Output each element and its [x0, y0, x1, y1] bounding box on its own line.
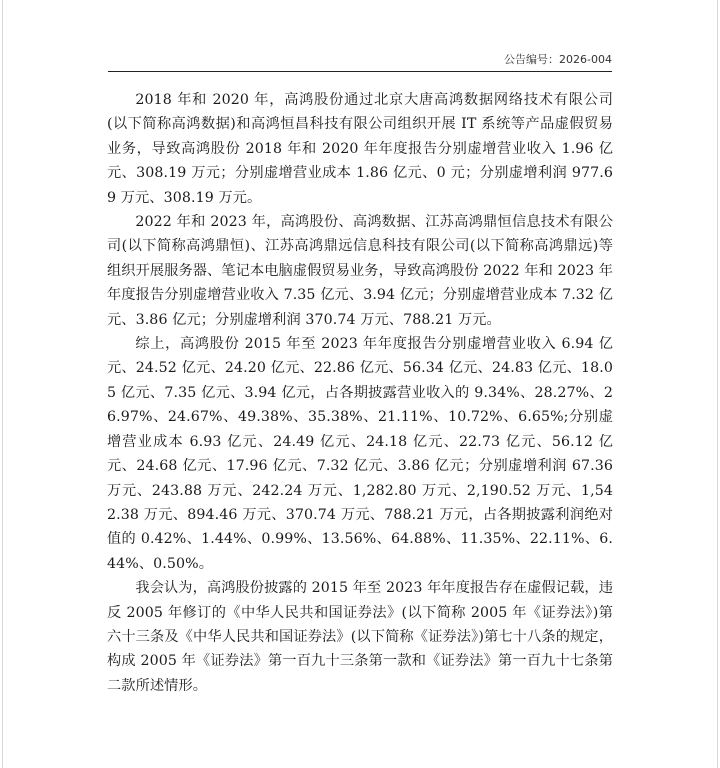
paragraph-summary: 综上，高鸿股份 2015 年至 2023 年年度报告分别虚增营业收入 6.94 亿元、24.52 亿元、24.20 亿元、22.86 亿元、56.34 亿元、24.83 亿元、18.05 亿元、7.35 亿元、3.94 亿元，占各期披露营业收入的 9.34%、28.27%、26.97%、24.67%、49.38%、35.38%、21.11%、10.72%、6.65%;分别虚增营业成本 6.93 亿元、24.49 亿元、24.18 亿元、22.73 亿元、56.12 亿元、24.68 亿元、17.96 亿元、7.32 亿元、3.86 亿元；分别虚增利润 67.36 万元、243.88 万元、242.24 万元、1,282.80 万元、2,190.52 万元、1,542.38 万元、894.46 万元、370.74 万元、788.21 万元，占各期披露利润绝对值的 0.42%、1.44%、0.99%、13.56%、64.88%、11.35%、22.11%、6.44%、0.50%。: [107, 336, 613, 572]
document-body: [107, 88, 613, 698]
page-edge-left: [2, 0, 3, 768]
announcement-number: 公告编号：2026-004: [504, 53, 612, 66]
paragraph-2022-2023: 2022 年和 2023 年，高鸿股份、高鸿数据、江苏高鸿鼎恒信息技术有限公司(以下简称高鸿鼎恒)、江苏高鸿鼎远信息科技有限公司(以下简称高鸿鼎远)等组织开展服务器、笔记本电脑虚假贸易业务，导致高鸿股份 2022 年和 2023 年年度报告分别虚增营业收入 7.35 亿元、3.94 亿元；分别虚增营业成本 7.32 亿元、3.86 亿元；分别虚增利润 370.74 万元、788.21 万元。: [107, 214, 613, 328]
paragraph-2018-2020: 2018 年和 2020 年，高鸿股份通过北京大唐高鸿数据网络技术有限公司(以下简称高鸿数据)和高鸿恒昌科技有限公司组织开展 IT 系统等产品虚假贸易业务，导致高鸿股份 2018 年和 2020 年年度报告分别虚增营业收入 1.96 亿元、308.19 万元；分别虚增营业成本 1.86 亿元、0 元；分别虚增利润 977.69 万元、308.19 万元。: [107, 92, 613, 206]
page-edge-right: [717, 0, 718, 768]
paragraph-conclusion: 我会认为，高鸿股份披露的 2015 年至 2023 年年度报告存在虚假记载，违反 2005 年修订的《中华人民共和国证券法》(以下简称 2005 年《证券法》)第六十三条及《中华人民共和国证券法》(以下简称《证券法》)第七十八条的规定，构成 2005 年《证券法》第一百九十三条第一款和《证券法》第一百九十七条第二款所述情形。: [107, 580, 613, 694]
header-rule: [108, 71, 612, 72]
